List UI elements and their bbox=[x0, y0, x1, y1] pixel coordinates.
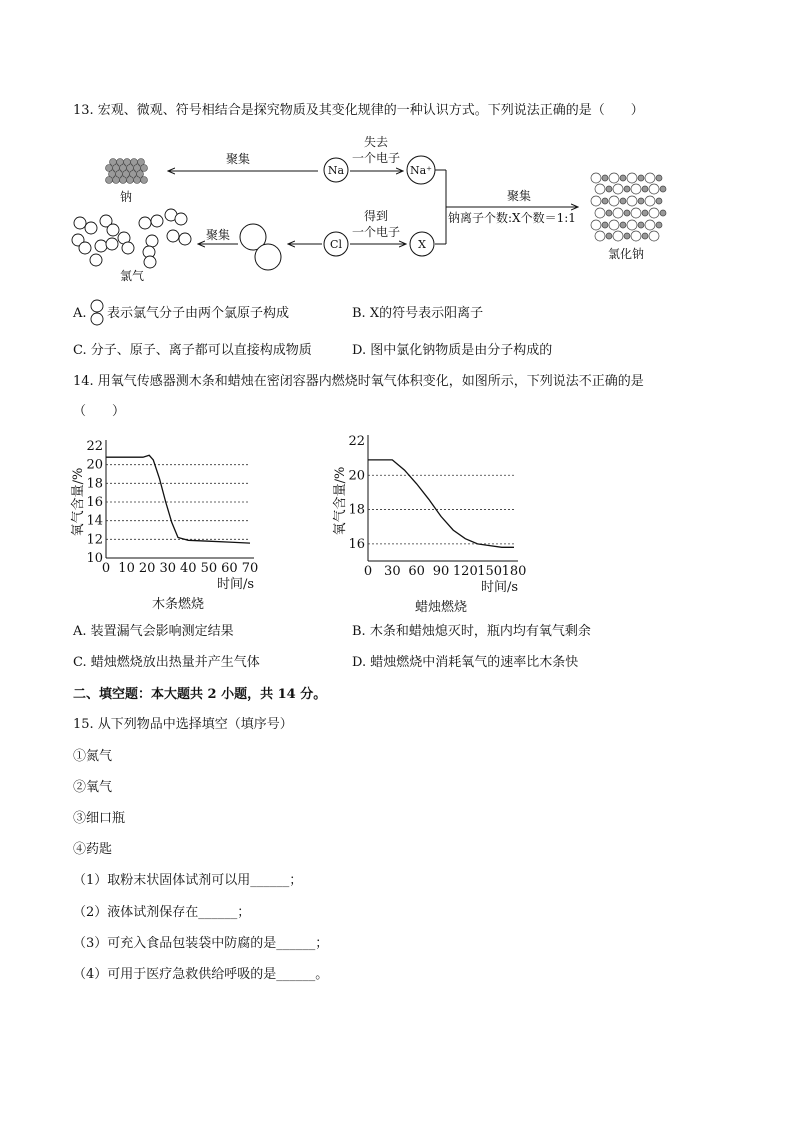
y-tick-label: 18 bbox=[348, 502, 365, 518]
x-tick-label: 60 bbox=[221, 561, 238, 576]
x-tick-label: 50 bbox=[200, 561, 218, 576]
sodium-label: 钠 bbox=[120, 190, 133, 204]
q13-option-a-prefix: A. bbox=[73, 306, 87, 321]
cl-symbol: Cl bbox=[330, 238, 342, 251]
arrow4-label-1: 得到 bbox=[363, 209, 389, 223]
arrow1-label: 聚集 bbox=[226, 152, 251, 166]
y-tick-label: 18 bbox=[86, 476, 103, 492]
y-tick-label: 16 bbox=[86, 495, 103, 510]
q14-option-b: B. 木条和蜡烛熄灭时，瓶内均有氧气剩余 bbox=[352, 624, 591, 639]
x-tick-label: 40 bbox=[180, 561, 197, 576]
arrow4-label-2: 一个电子 bbox=[351, 225, 401, 239]
q13-option-b: B. X的符号表示阳离子 bbox=[352, 306, 484, 321]
x-tick-label: 30 bbox=[159, 561, 176, 576]
q15-sub-3: （3）可充入食品包装袋中防腐的是______； bbox=[73, 936, 329, 951]
x-axis-label: 时间/s bbox=[216, 577, 254, 592]
q15-sub-1: （1）取粉末状固体试剂可以用______； bbox=[73, 873, 303, 888]
q13-option-a: 表示氯气分子由两个氯原子构成 bbox=[107, 306, 290, 321]
series-line bbox=[368, 460, 514, 547]
y-tick-label: 22 bbox=[348, 434, 365, 449]
q13-option-d: D. 图中氯化钠物质是由分子构成的 bbox=[352, 343, 553, 358]
q14-option-a: A. 装置漏气会影响测定结果 bbox=[73, 624, 234, 639]
q15-item-2: ②氧气 bbox=[73, 780, 113, 795]
y-tick-label: 10 bbox=[86, 551, 103, 566]
q14-stem-line2: （ ） bbox=[73, 404, 126, 419]
y-tick-label: 20 bbox=[86, 457, 103, 473]
q15-sub-2: （2）液体试剂保存在______； bbox=[73, 905, 251, 920]
chart-title: 蜡烛燃烧 bbox=[414, 600, 468, 615]
arrow2-label-1: 失去 bbox=[363, 135, 389, 149]
x-tick-label: 120 bbox=[452, 564, 478, 579]
section2-title: 二、填空题：本大题共 2 小题，共 14 分。 bbox=[73, 687, 327, 702]
y-tick-label: 20 bbox=[348, 468, 365, 484]
chart-title: 木条燃烧 bbox=[151, 597, 205, 612]
x-tick-label: 30 bbox=[384, 564, 401, 579]
x-axis-label: 时间/s bbox=[480, 580, 518, 595]
chlorine-label: 氯气 bbox=[120, 269, 145, 283]
q15-stem: 15. 从下列物品中选择填空（填序号） bbox=[73, 717, 293, 732]
y-tick-label: 12 bbox=[86, 532, 103, 548]
y-tick-label: 14 bbox=[86, 513, 103, 529]
q15-sub-4: （4）可用于医疗急救供给呼吸的是______。 bbox=[73, 967, 329, 982]
x-tick-label: 70 bbox=[241, 561, 259, 576]
na-ion-symbol: Na⁺ bbox=[410, 164, 432, 177]
x-tick-label: 20 bbox=[138, 561, 156, 576]
ratio-label: 钠离子个数:X个数＝1:1 bbox=[448, 211, 576, 225]
y-tick-label: 16 bbox=[348, 536, 365, 552]
x-tick-label: 60 bbox=[408, 564, 425, 579]
q13-option-c: C. 分子、原子、离子都可以直接构成物质 bbox=[73, 343, 312, 358]
q15-item-4: ④药匙 bbox=[73, 842, 113, 857]
x-symbol: X bbox=[418, 238, 426, 251]
q14-stem-line1: 14. 用氧气传感器测木条和蜡烛在密闭容器内燃烧时氧气体积变化，如图所示，下列说法不正确的是 bbox=[73, 374, 644, 389]
na-symbol: Na bbox=[327, 164, 345, 177]
q15-item-1: ①氮气 bbox=[73, 749, 113, 764]
x-tick-label: 0 bbox=[363, 564, 373, 579]
q13-stem: 13. 宏观、微观、符号相结合是探究物质及其变化规律的一种认识方式。下列说法正确的是（ ） bbox=[73, 103, 644, 118]
q14-option-c: C. 蜡烛燃烧放出热量并产生气体 bbox=[73, 655, 260, 670]
x-tick-label: 10 bbox=[118, 561, 135, 576]
y-axis-label: 氧气含量/% bbox=[71, 467, 86, 537]
x-tick-label: 0 bbox=[101, 561, 111, 576]
y-axis-label: 氧气含量/% bbox=[333, 466, 348, 536]
q15-item-3: ③细口瓶 bbox=[73, 811, 126, 826]
x-tick-label: 180 bbox=[501, 564, 527, 579]
y-tick-label: 22 bbox=[86, 439, 103, 454]
nacl-label: 氯化钠 bbox=[608, 247, 645, 261]
x-tick-label: 150 bbox=[477, 564, 503, 579]
arrow2-label-2: 一个电子 bbox=[351, 151, 401, 165]
arrow3-label: 聚集 bbox=[506, 189, 532, 203]
arrow5-label: 聚集 bbox=[205, 228, 231, 242]
x-tick-label: 90 bbox=[432, 564, 450, 579]
q14-option-d: D. 蜡烛燃烧中消耗氧气的速率比木条快 bbox=[352, 655, 579, 670]
